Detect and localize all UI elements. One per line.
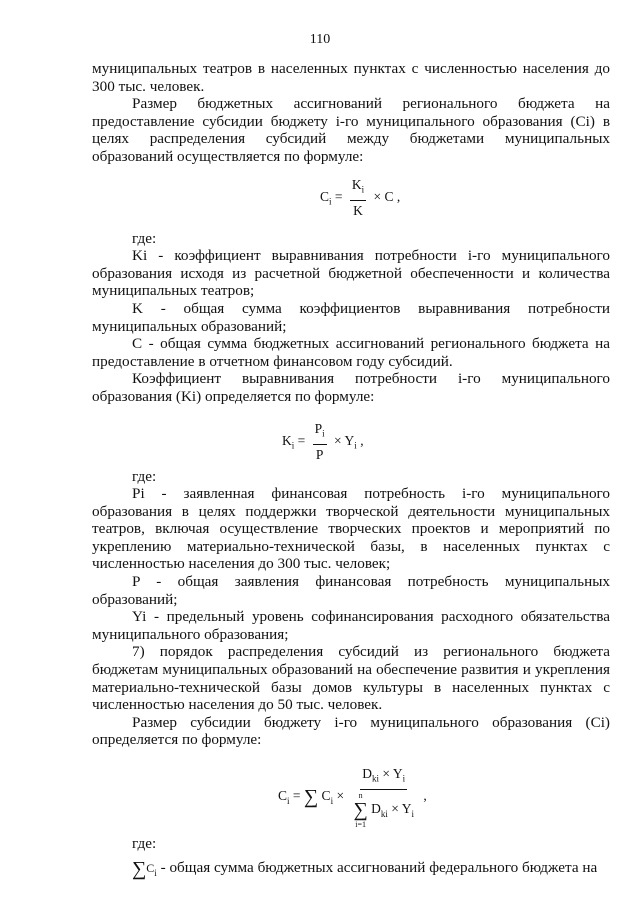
where-label: где: [132, 467, 157, 485]
definition: Yi - предельный уровень софинансирования расходного обязательства муниципального образования; [92, 608, 610, 643]
formula-ci-sum: $C_i$ = ∑ $C_i$ × $D_{ki} \times Y_i$ n ∑ i=1 $D_{ki} \times Y_i$ , [278, 766, 427, 830]
paragraph: 7) порядок распределения субсидий из регионального бюджета бюджетам муниципальных образований на обеспечение развития и укрепления материально-технической базы домов культуры в населенных пунктах с численностью населения до 50 тыс. человек. [92, 643, 610, 714]
where-label: где: [132, 835, 157, 852]
definition: P - общая заявления финансовая потребность муниципальных образований; [92, 573, 610, 608]
definition: $\sum C_i$ - общая сумма бюджетных ассигнований федерального бюджета на [132, 857, 598, 880]
page-number: 110 [309, 32, 331, 47]
formula-ci: $C_i$ = $\frac{K_i}{K}$ × C , [320, 176, 401, 218]
sum-symbol: ∑ [132, 857, 147, 880]
paragraph: Коэффициент выравнивания потребности i-го муниципального образования (Ki) определяется по формуле: [92, 370, 610, 405]
definition: C - общая сумма бюджетных ассигнований регионального бюджета на предоставление в отчетном финансовом году субсидий. [92, 335, 610, 370]
paragraph: Размер бюджетных ассигнований регионального бюджета на предоставление субсидии бюджету i-го муниципального образования (Ci) в целях распределения субсидий между бюджетами муниципальных образований осуществляется по формуле: [92, 95, 610, 165]
where-label: где: [132, 229, 157, 247]
paragraph: муниципальных театров в населенных пунктах с численностью населения до 300 тыс. человек. [92, 60, 610, 95]
definition: K - общая сумма коэффициентов выравнивания потребности муниципальных образований; [92, 299, 610, 335]
paragraph: Размер субсидии бюджету i-го муниципального образования (Ci) определяется по формуле: [92, 713, 610, 749]
definition: Pi - заявленная финансовая потребность i-го муниципального образования в целях поддержки творческой деятельности муниципальных театров, включая осуществление творческих проектов и мероприятий по укреплению материально-технической базы, в населенных пунктах с численностью населения до 300 тыс. человек; [92, 485, 610, 573]
document-body [92, 60, 610, 882]
definition: Ki - коэффициент выравнивания потребности i-го муниципального образования исходя из расчетной бюджетной обеспеченности и количества муниципальных театров; [92, 247, 610, 300]
formula-ki: $K_i$ = $\frac{P_i}{P}$ × $Y_i$ , [282, 420, 364, 462]
